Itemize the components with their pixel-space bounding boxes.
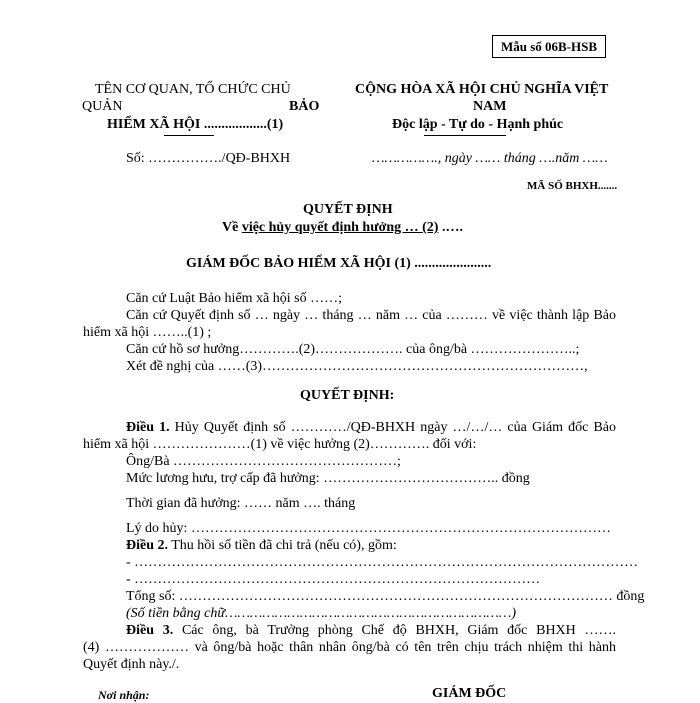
preamble-dossier: Căn cứ hồ sơ hưởng………….(2)………………. của ông/bà …………………..; <box>126 342 580 357</box>
article-1-line1 <box>126 419 616 436</box>
article-2-item2: - …………………………………………………………………………… <box>126 572 541 587</box>
article-1-label: Điều 1. <box>126 420 170 435</box>
preamble-establishment-cont: hiểm xã hội ……..(1) ; <box>83 325 212 340</box>
issue-date: ……………., ngày …… tháng ….năm …… <box>372 151 608 166</box>
article-2-in-words: (Số tiền bằng chữ……………………………………………………………) <box>126 606 516 621</box>
preamble-proposal: Xét đề nghị của ……(3)……………………………………………………………, <box>126 359 588 374</box>
subtitle-underlined: việc hủy quyết định hưởng … (2) <box>241 220 439 235</box>
preamble-establishment: Căn cứ Quyết định số … ngày … tháng … năm … của ……… về việc thành lập Bảo <box>126 308 616 323</box>
agency-name-line2b: BẢO <box>289 99 320 114</box>
document-title: QUYẾT ĐỊNH <box>303 202 393 217</box>
article-1-pension: Mức lương hưu, trợ cấp đã hưởng: ……………………………….. đồng <box>126 471 530 486</box>
decision-number-text: Số: ……………./QĐ-BHXH <box>126 151 291 166</box>
article-3-line2: (4) ……………… và ông/bà hoặc thân nhân ông/bà có tên trên chịu trách nhiệm thi hành <box>83 640 616 655</box>
subtitle-suffix: .…. <box>438 220 463 235</box>
agency-underline <box>164 135 214 136</box>
agency-name-line2a: QUẢN <box>82 99 123 114</box>
decision-number <box>126 151 290 167</box>
agency-name-line1: TÊN CƠ QUAN, TỔ CHỨC CHỦ <box>95 82 291 97</box>
article-3-line1 <box>126 622 616 639</box>
article-3-label: Điều 3. <box>126 623 174 638</box>
article-1-person: Ông/Bà …………………………………………; <box>126 454 401 469</box>
signer-title: GIÁM ĐỐC <box>432 686 507 701</box>
issuing-authority: GIÁM ĐỐC BẢO HIỂM XÃ HỘI (1) ...................... <box>186 256 492 271</box>
nation-line2: NAM <box>473 99 507 114</box>
form-code: Mẫu số 06B-HSB <box>501 39 598 54</box>
subtitle-prefix: Về <box>222 220 242 235</box>
national-motto: Độc lập - Tự do - Hạnh phúc <box>392 117 564 132</box>
nation-line1: CỘNG HÒA XÃ HỘI CHỦ NGHĨA VIỆT <box>355 82 609 97</box>
form-code-box <box>492 35 606 58</box>
article-2-item1: - ……………………………………………………………………………………………… <box>126 555 639 570</box>
article-1-reason: Lý do hủy: ……………………………………………………………………………… <box>126 521 611 536</box>
article-2-label: Điều 2. <box>126 538 168 553</box>
preamble-law: Căn cứ Luật Bảo hiểm xã hội số ……; <box>126 291 342 306</box>
recipients-label: Nơi nhận: <box>98 688 150 702</box>
motto-underline <box>424 135 506 136</box>
article-3-line3: Quyết định này./. <box>83 657 180 672</box>
decision-heading: QUYẾT ĐỊNH: <box>300 388 395 403</box>
article-2-line1 <box>126 537 397 554</box>
article-1-duration: Thời gian đã hưởng: …… năm …. tháng <box>126 496 356 511</box>
article-2-total: Tổng số: ………………………………………………………………………………… đồng <box>126 589 645 604</box>
article-1-line2: hiểm xã hội …………………(1) về việc hưởng (2)…………. đối với: <box>83 437 477 452</box>
article-3-text: Các ông, bà Trưởng phòng Chế độ BHXH, Giám đốc BHXH ……. <box>173 623 616 638</box>
insurance-code-label: MÃ SỐ BHXH....... <box>527 180 618 192</box>
agency-name-line3: HIỂM XÃ HỘI ..................(1) <box>107 117 284 132</box>
article-2-text: Thu hồi số tiền đã chi trả (nếu có), gồm: <box>168 538 397 553</box>
document-subtitle <box>222 220 463 236</box>
article-1-text: Hủy Quyết định số …………/QĐ-BHXH ngày …/…/… của Giám đốc Bảo <box>169 420 616 435</box>
